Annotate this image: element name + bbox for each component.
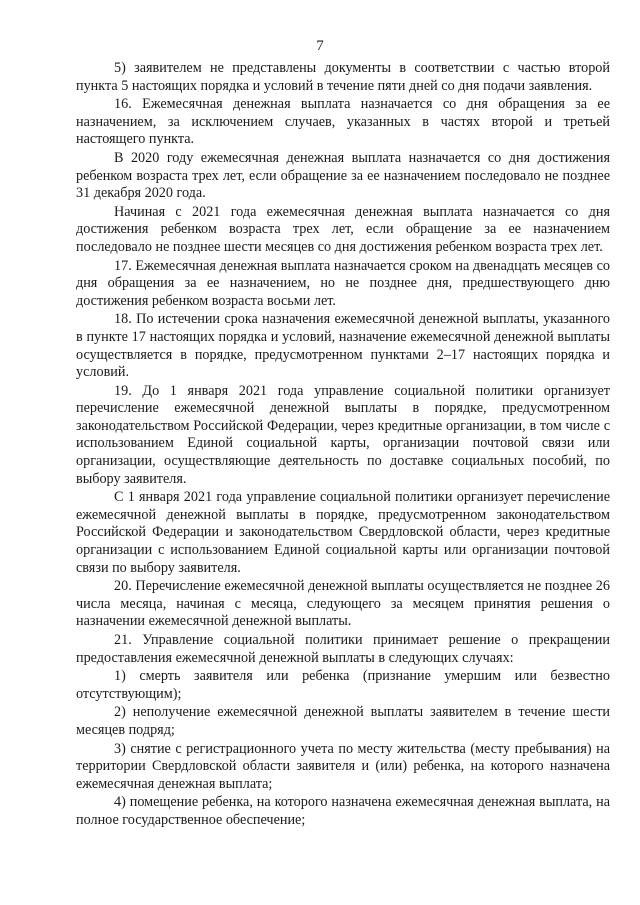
page-number: 7	[316, 38, 324, 54]
paragraph-clause-19: 19. До 1 января 2021 года управление социальной политики организует перечисление ежемесячной денежной выплаты в порядке, предусмотренном законодательством Российской Федерации, через кредитные организации, в том числе с использованием Единой социальной карты, организации почтовой связи или организации, осуществляющие деятельность по доставке социальных пособий, по выбору заявителя.	[76, 382, 610, 487]
paragraph-clause-19-part-2: С 1 января 2021 года управление социальной политики организует перечисление ежемесячной денежной выплаты в порядке, предусмотренном законодательством Российской Федерации и законодательством Свердловской области, через кредитные организации с использованием Единой социальной карты или организации почтовой связи по выбору заявителя.	[76, 489, 610, 576]
paragraph-clause-21-item-1: 1) смерть заявителя или ребенка (признание умершим или безвестно отсутствующим);	[76, 668, 610, 702]
paragraph-clause-16-part-3: Начиная с 2021 года ежемесячная денежная выплата назначается со дня достижения ребенком возраста трех лет, если обращение за ее назначением последовало не позднее шести месяцев со дня достижения ребенком возраста трех лет.	[76, 203, 610, 255]
paragraph-clause-21-item-4: 4) помещение ребенка, на которого назначена ежемесячная денежная выплата, на полное государственное обеспечение;	[76, 794, 610, 828]
paragraph-clause-21-item-2: 2) неполучение ежемесячной денежной выплаты заявителем в течение шести месяцев подряд;	[76, 704, 610, 738]
paragraph-clause-21-item-3: 3) снятие с регистрационного учета по месту жительства (месту пребывания) на территории Свердловской области заявителя и (или) ребенка, на которого назначена ежемесячная денежная выплата;	[76, 740, 610, 792]
paragraph-clause-17: 17. Ежемесячная денежная выплата назначается сроком на двенадцать месяцев со дня обращения за ее назначением, но не позднее дня, предшествующего дню достижения ребенком возраста восьми лет.	[76, 257, 610, 309]
paragraph-clause-16: 16. Ежемесячная денежная выплата назначается со дня обращения за ее назначением, за исключением случаев, указанных в частях второй и третьей настоящего пункта.	[76, 96, 610, 148]
document-body	[76, 60, 610, 831]
paragraph-item-5: 5) заявителем не представлены документы в соответствии с частью второй пункта 5 настоящих порядка и условий в течение пяти дней со дня подачи заявления.	[76, 60, 610, 94]
paragraph-clause-18: 18. По истечении срока назначения ежемесячной денежной выплаты, указанного в пункте 17 настоящих порядка и условий, назначение ежемесячной денежной выплаты осуществляется в порядке, предусмотренном пунктами 2–17 настоящих порядка и условий.	[76, 311, 610, 381]
paragraph-clause-21: 21. Управление социальной политики принимает решение о прекращении предоставления ежемесячной денежной выплаты в следующих случаях:	[76, 632, 610, 666]
paragraph-clause-20: 20. Перечисление ежемесячной денежной выплаты осуществляется не позднее 26 числа месяца, начиная с месяца, следующего за месяцем принятия решения о назначении ежемесячной денежной выплаты.	[76, 578, 610, 630]
paragraph-clause-16-part-2: В 2020 году ежемесячная денежная выплата назначается со дня достижения ребенком возраста трех лет, если обращение за ее назначением последовало не позднее 31 декабря 2020 года.	[76, 149, 610, 202]
